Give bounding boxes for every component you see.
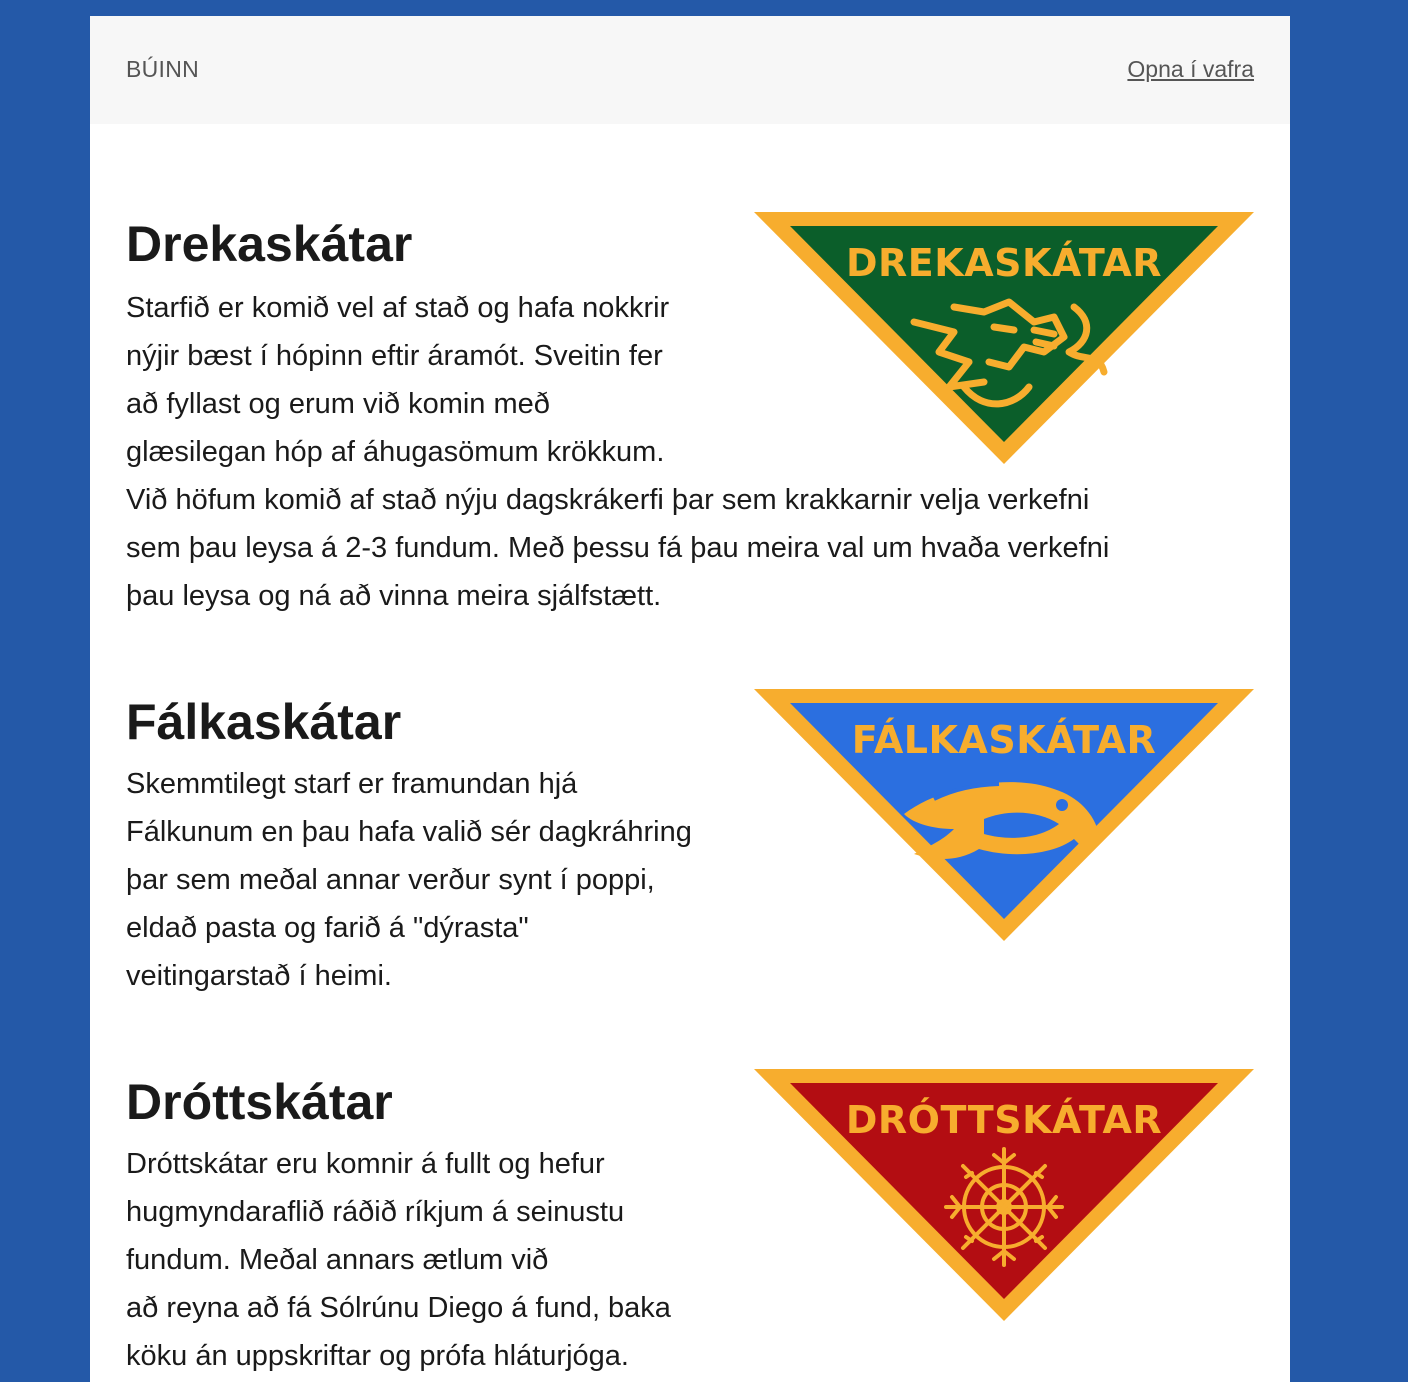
text-line: köku án uppskriftar og prófa hláturjóga.	[126, 1340, 629, 1372]
section-title: Dróttskátar	[126, 1074, 393, 1130]
text-line: glæsilegan hóp af áhugasömum krökkum.	[126, 436, 665, 468]
badge-drekaskatar	[754, 212, 1254, 464]
text-line: nýjir bæst í hópinn eftir áramót. Sveitin fer	[126, 340, 663, 372]
badge-label: FÁLKASKÁTAR	[851, 718, 1157, 762]
drottskatar-badge-image	[754, 1069, 1254, 1321]
badge-label: DRÓTTSKÁTAR	[845, 1098, 1163, 1142]
badge-falkaskatar	[754, 689, 1254, 941]
email-container	[90, 16, 1290, 1382]
text-line: eldað pasta og farið á "dýrasta"	[126, 912, 529, 944]
text-line: að reyna að fá Sólrúnu Diego á fund, baka	[126, 1292, 671, 1324]
falkaskatar-badge-image	[754, 689, 1254, 941]
snowflake-icon	[946, 1149, 1062, 1265]
drekaskatar-badge-image	[754, 212, 1254, 464]
badge-drottskatar	[754, 1069, 1254, 1321]
text-line: Dróttskátar eru komnir á fullt og hefur	[126, 1148, 605, 1180]
text-line: þar sem meðal annar verður synt í poppi,	[126, 864, 655, 896]
email-header	[90, 16, 1290, 124]
text-line: Við höfum komið af stað nýju dagskrákerfi þar sem krakkarnir velja verkefni	[126, 484, 1090, 516]
text-line: Skemmtilegt starf er framundan hjá	[126, 768, 578, 800]
text-line: að fyllast og erum við komin með	[126, 388, 550, 420]
text-line: Starfið er komið vel af stað og hafa nokkrir	[126, 292, 670, 324]
text-line: sem þau leysa á 2-3 fundum. Með þessu fá þau meira val um hvaða verkefni	[126, 532, 1110, 564]
text-line: fundum. Meðal annars ætlum við	[126, 1244, 549, 1276]
text-line: þau leysa og ná að vinna meira sjálfstætt.	[126, 580, 662, 612]
badge-label: DREKASKÁTAR	[845, 241, 1163, 285]
section-title: Drekaskátar	[126, 216, 413, 272]
text-line: veitingarstað í heimi.	[126, 960, 392, 992]
open-in-browser-link[interactable]: Opna í vafra	[1127, 56, 1254, 82]
text-line: hugmyndaraflið ráðið ríkjum á seinustu	[126, 1196, 625, 1228]
section-title: Fálkaskátar	[126, 694, 402, 750]
text-line: Fálkunum en þau hafa valið sér dagkráhring	[126, 816, 692, 848]
brand-name: BÚINN	[126, 56, 200, 82]
